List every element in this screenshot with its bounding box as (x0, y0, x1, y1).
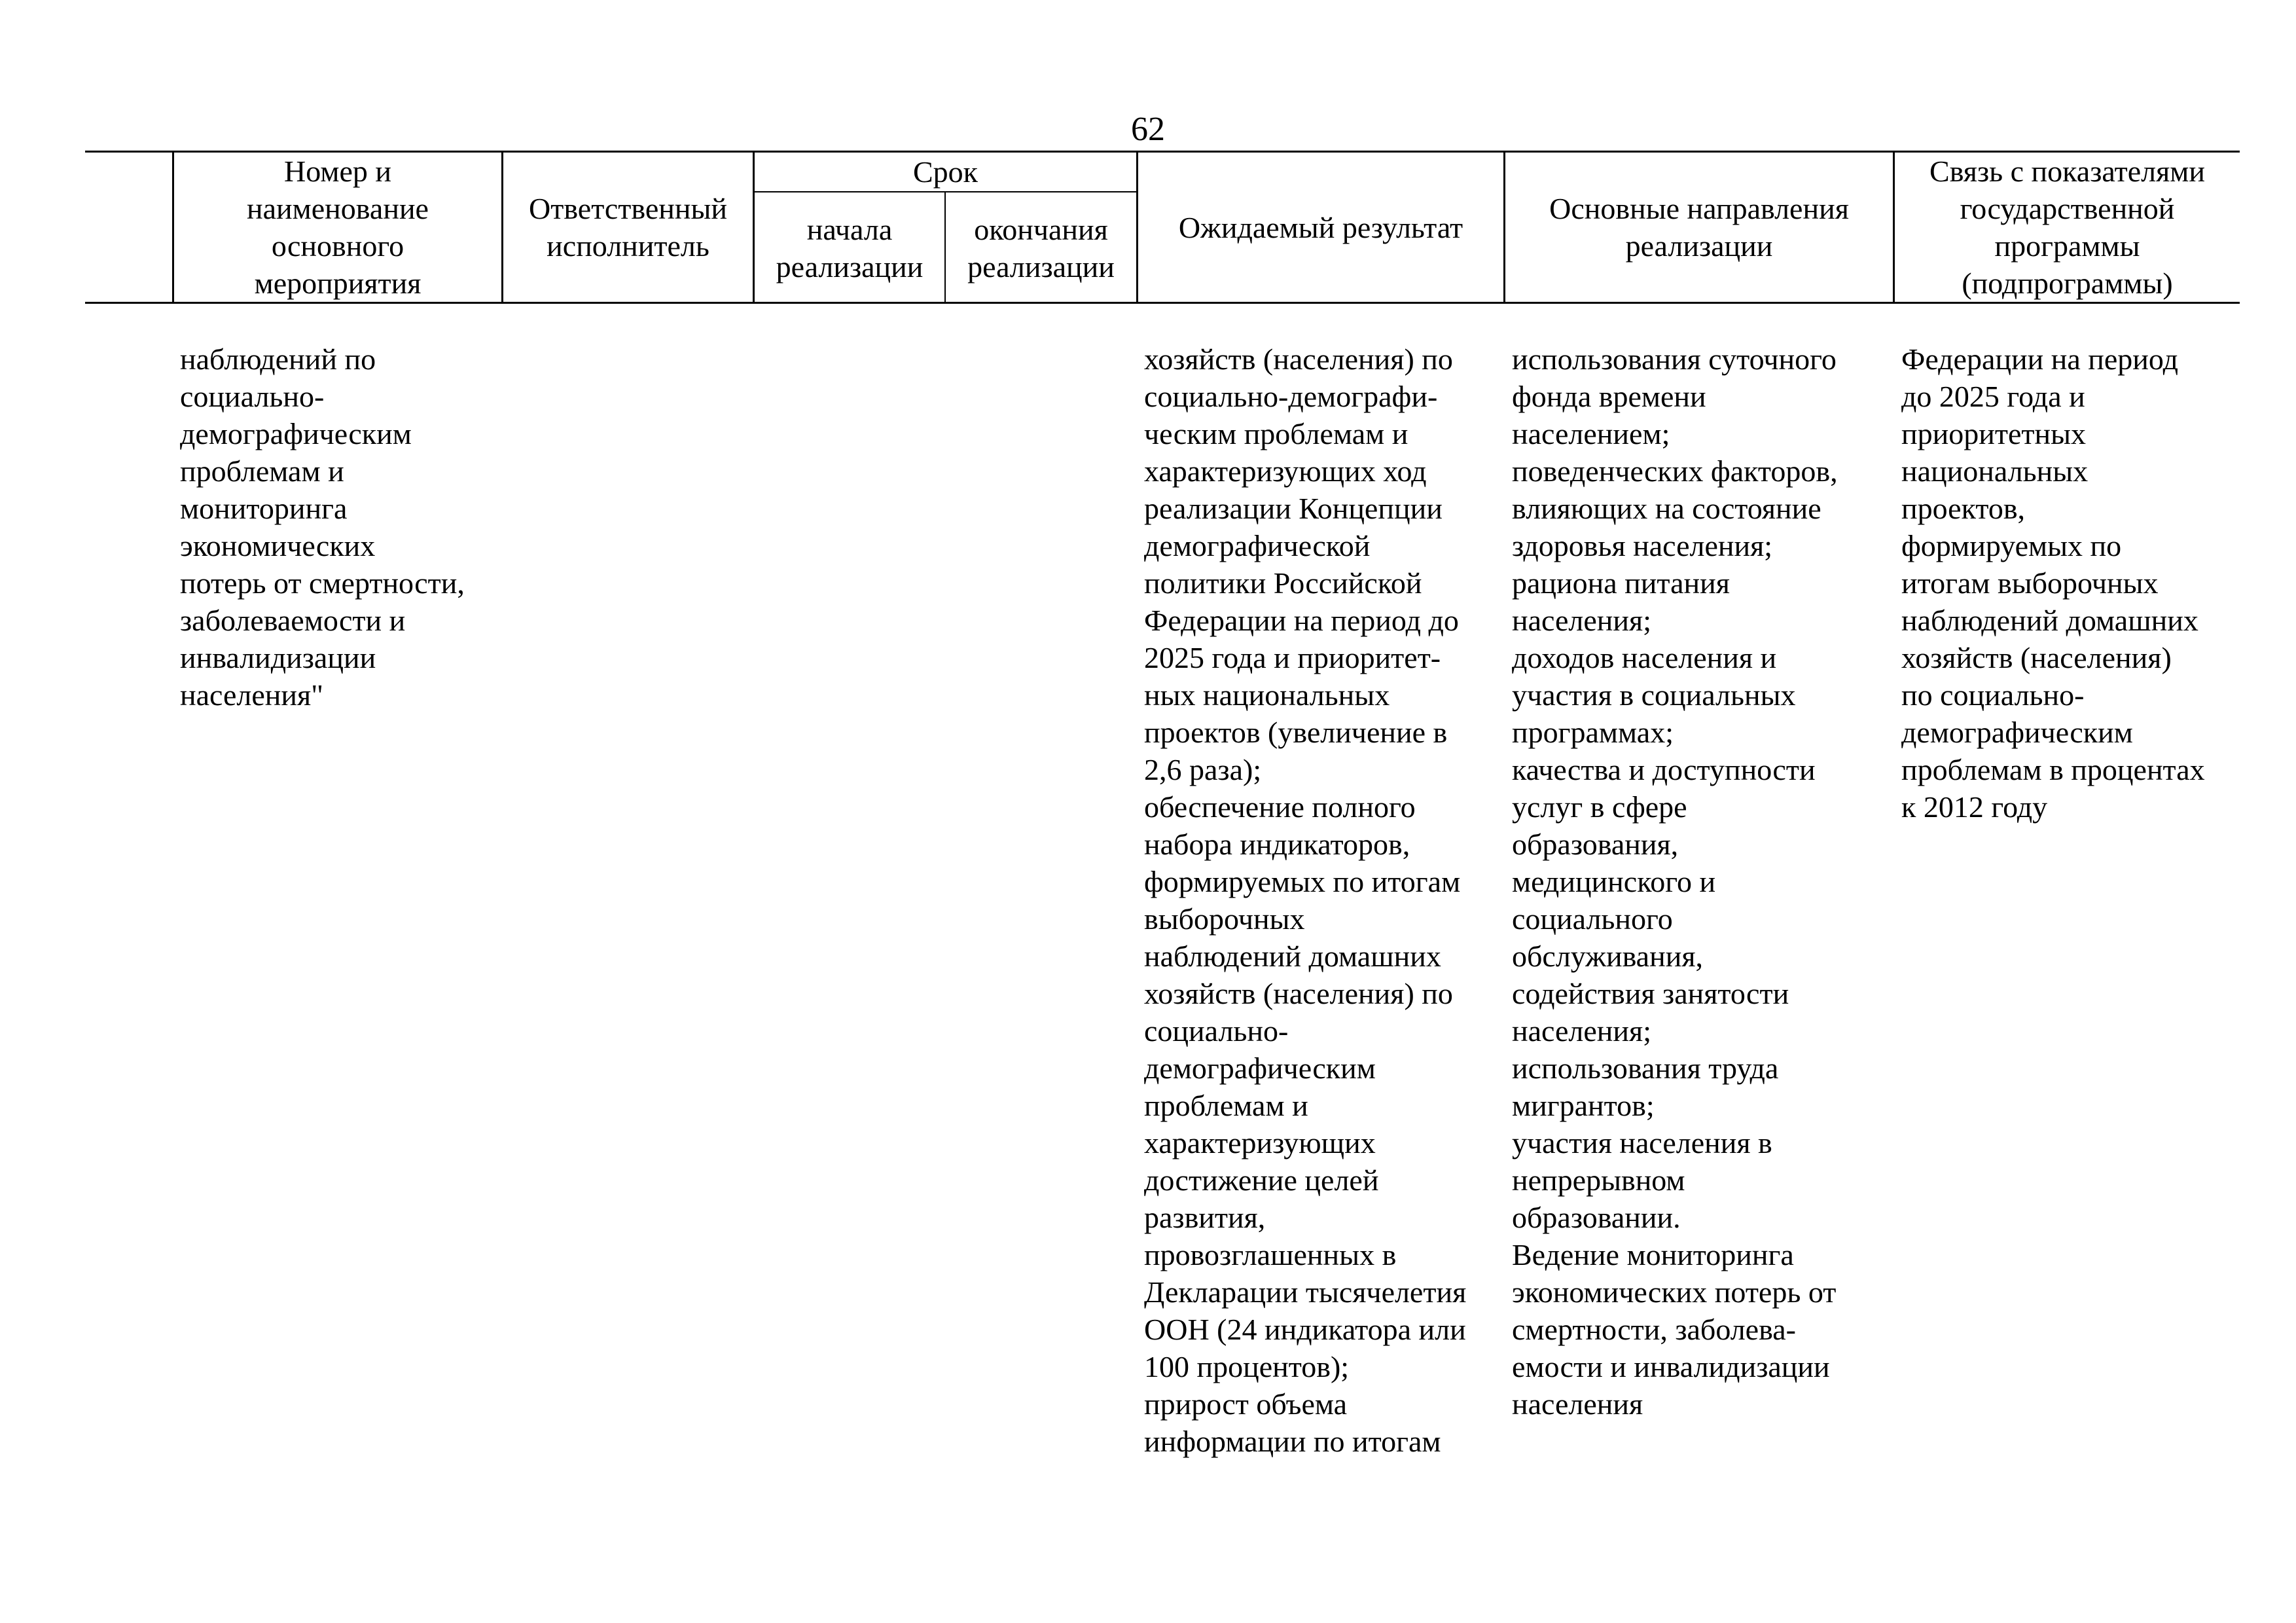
header-link-indicators: Связь с показателями государственной программы (подпрограммы) (1929, 155, 2205, 300)
col-divider-2 (501, 151, 503, 304)
header-start: начала реализации (776, 212, 924, 283)
col-divider-3 (753, 151, 755, 304)
header-responsible: Ответственный исполнитель (529, 192, 727, 263)
header-expected-result: Ожидаемый результат (1178, 210, 1463, 244)
row-main-directions: использования суточного фонда времени населением; поведенческих факторов, влияющих на состояние здоровья населения; рациона питания населения; доходов населения и участия в социальных программах; качества и доступности услуг в сфере образования, медицинского и социального обслуживания, содействия занятости населения; использования труда мигрантов; участия населения в непрерывном образовании. Ведение мониторинга экономических потерь от смертности, заболева- емости и инвалидизации населения (1512, 342, 1838, 1421)
row-event-name: наблюдений по социально- демографическим проблемам и мониторинга экономических потерь от смертности, заболеваемости и инвалидизации населения" (180, 342, 465, 712)
row-link-indicators: Федерации на период до 2025 года и приоритетных национальных проектов, формируемых по итогам выборочных наблюдений домашних хозяйств (населения) по социально- демографическим проблемам в процентах к 2012 году (1901, 342, 2205, 824)
col-divider-1 (172, 151, 174, 304)
table-header-bottom-rule (85, 302, 2240, 304)
col-divider-7 (1893, 151, 1895, 304)
col-divider-6 (1503, 151, 1505, 304)
col-divider-4 (944, 191, 946, 304)
page-number: 62 (1131, 111, 1165, 148)
header-term: Срок (912, 155, 978, 189)
header-main-directions: Основные направления реализации (1549, 192, 1849, 263)
col-divider-5 (1136, 151, 1138, 304)
header-end: окончания реализации (967, 212, 1115, 283)
header-number-name: Номер и наименование основного мероприятия (247, 155, 429, 300)
term-subheader-rule (754, 191, 1138, 192)
row-expected-result: хозяйств (населения) по социально-демографи- ческим проблемам и характеризующих ход реализации Концепции демографической политики Российской Федерации на период до 2025 года и приоритет- ных национальных проектов (увеличение в 2,6 раза); обеспечение полного набора индикаторов, формируемых по итогам выборочных наблюдений домашних хозяйств (населения) по социально- демографическим проблемам и характеризующих достижение целей развития, провозглашенных в Декларации тысячелетия ООН (24 индикатора или 100 процентов); прирост объема информации по итогам (1144, 342, 1467, 1458)
